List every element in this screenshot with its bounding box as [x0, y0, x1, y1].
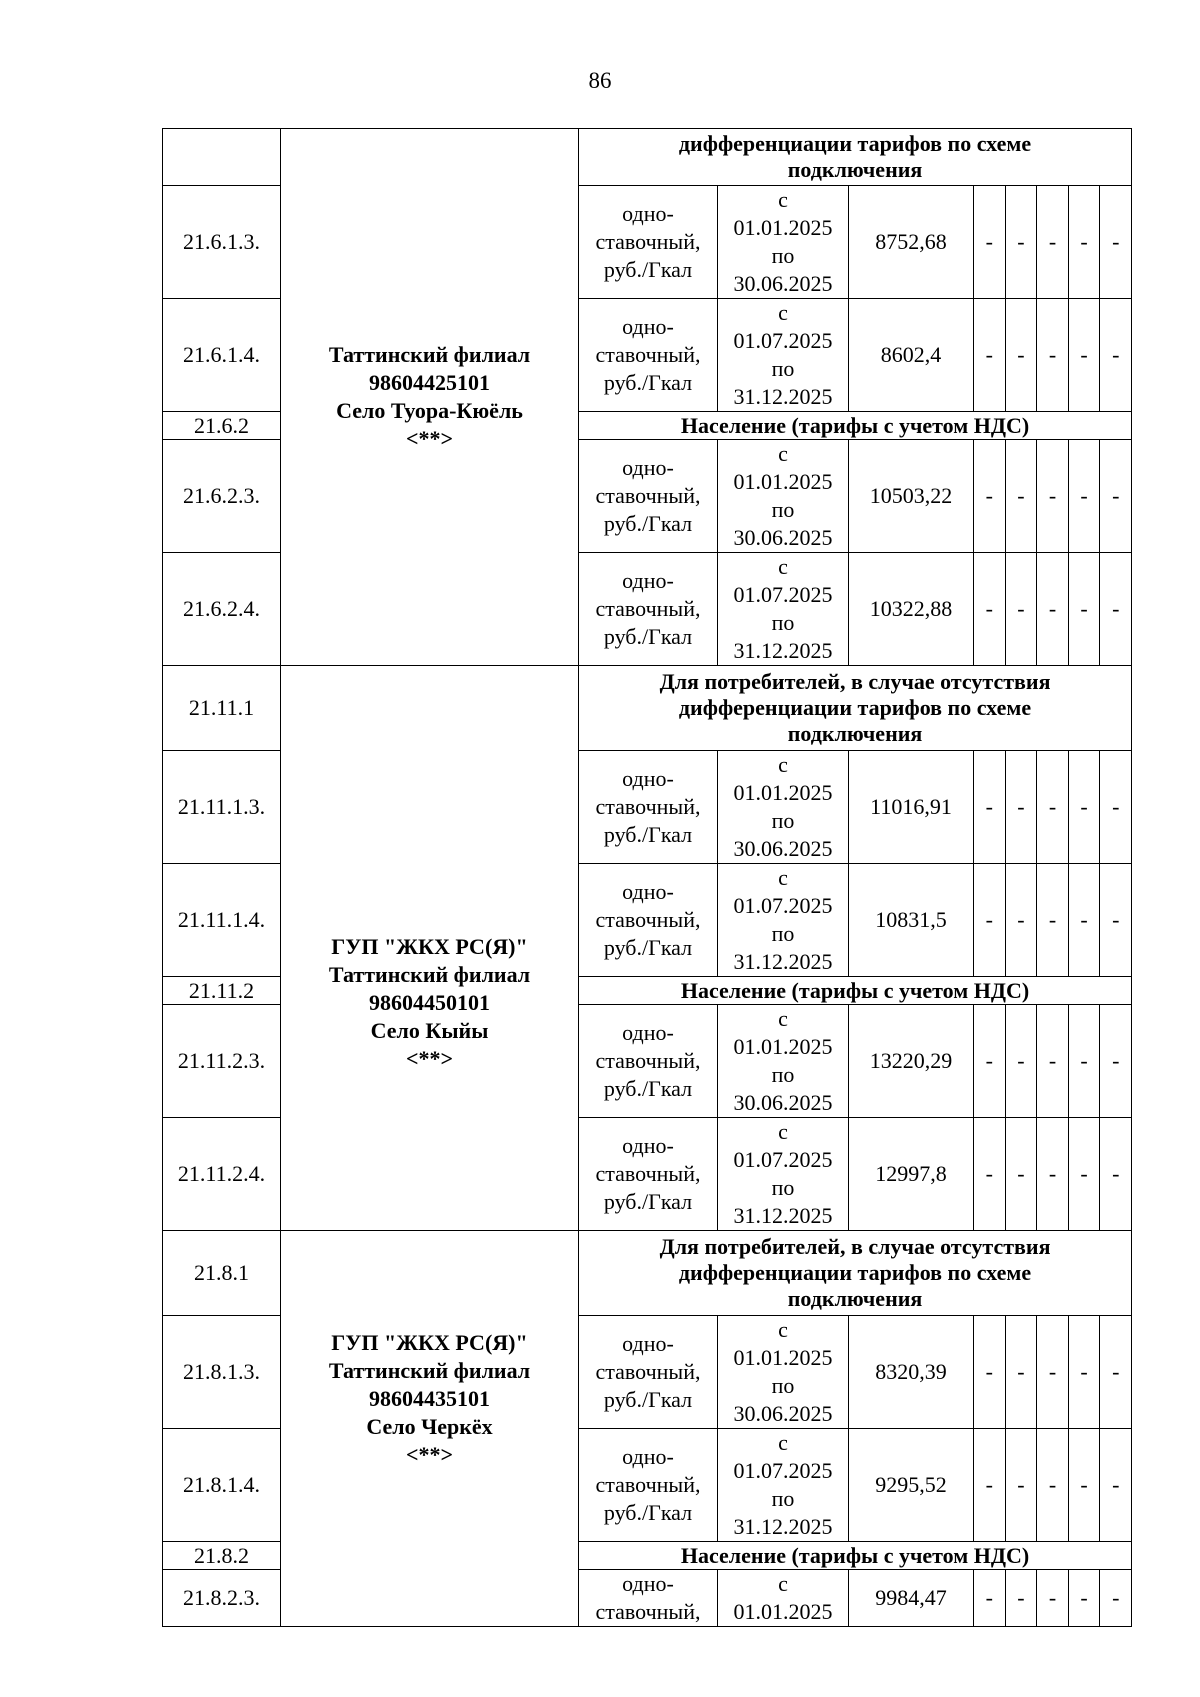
- period-line: по: [771, 1486, 795, 1511]
- tariff-type-cell: [579, 299, 718, 412]
- empty-value-dash: -: [1100, 440, 1132, 553]
- tariff-type-line: одно-: [622, 455, 674, 480]
- row-code: 21.6.1.4.: [163, 299, 281, 412]
- tariff-type-line: одно-: [622, 1571, 674, 1596]
- period-cell: [718, 299, 849, 412]
- empty-value-dash: -: [1068, 1118, 1100, 1231]
- period-line: с: [778, 1430, 788, 1455]
- empty-value-dash: -: [1100, 751, 1132, 864]
- period-cell: [718, 553, 849, 666]
- period-line: с: [778, 1006, 788, 1031]
- tariff-type-cell: [579, 1429, 718, 1542]
- tariff-type-line: руб./Гкал: [603, 257, 693, 282]
- period-line: по: [771, 610, 795, 635]
- period-line: по: [771, 356, 795, 381]
- organization-cell: [281, 666, 579, 1231]
- tariff-type-line: одно-: [622, 314, 674, 339]
- period-cell: [718, 864, 849, 977]
- tariff-type-cell: [579, 751, 718, 864]
- tariff-type-line: ставочный,: [595, 794, 701, 819]
- empty-value-dash: -: [1068, 299, 1100, 412]
- organization-line: Село Черкёх: [366, 1413, 493, 1439]
- empty-value-dash: -: [974, 1118, 1006, 1231]
- tariff-value: 10831,5: [849, 864, 974, 977]
- empty-value-dash: -: [1037, 1118, 1069, 1231]
- row-code: 21.6.2.4.: [163, 553, 281, 666]
- period-line: 31.12.2025: [733, 1203, 833, 1228]
- organization-lines: [281, 933, 578, 1073]
- empty-value-dash: -: [1005, 1118, 1037, 1231]
- page-number: 86: [588, 68, 612, 93]
- row-code: 21.11.1: [163, 666, 281, 751]
- tariff-type-line: ставочный,: [595, 1048, 701, 1073]
- empty-value-dash: -: [1100, 1118, 1132, 1231]
- organization-lines: [281, 341, 578, 453]
- category-header: [579, 129, 1132, 186]
- period-line: с: [778, 865, 788, 890]
- tariff-table: [162, 128, 1132, 1627]
- tariff-type-line: ставочный,: [595, 229, 701, 254]
- empty-value-dash: -: [1037, 299, 1069, 412]
- tariff-type-line: руб./Гкал: [603, 1076, 693, 1101]
- row-code: [163, 129, 281, 186]
- row-code: 21.6.2.3.: [163, 440, 281, 553]
- row-code: 21.11.1.4.: [163, 864, 281, 977]
- empty-value-dash: -: [1068, 440, 1100, 553]
- organization-line: <**>: [405, 426, 454, 451]
- category-header-line: дифференциации тарифов по схеме: [678, 131, 1032, 156]
- tariff-value: 11016,91: [849, 751, 974, 864]
- population-header: Население (тарифы с учетом НДС): [579, 1542, 1132, 1570]
- tariff-type-line: ставочный,: [595, 342, 701, 367]
- period-line: с: [778, 1571, 788, 1596]
- tariff-value: 8752,68: [849, 186, 974, 299]
- period-line: 01.07.2025: [733, 582, 833, 607]
- empty-value-dash: -: [974, 1570, 1006, 1627]
- period-cell: [718, 1005, 849, 1118]
- category-header: [579, 666, 1132, 751]
- period-line: по: [771, 1175, 795, 1200]
- organization-line: ГУП "ЖКХ РС(Я)": [331, 1329, 528, 1355]
- period-line: 01.01.2025: [733, 1345, 833, 1370]
- tariff-type-cell: [579, 553, 718, 666]
- tariff-type-line: руб./Гкал: [603, 370, 693, 395]
- period-line: с: [778, 1119, 788, 1144]
- category-header-line: Для потребителей, в случае отсутствия: [659, 669, 1051, 694]
- organization-line: Таттинский филиал: [328, 962, 531, 987]
- period-line: 31.12.2025: [733, 1514, 833, 1539]
- row-code: 21.8.2: [163, 1542, 281, 1570]
- period-line: 01.07.2025: [733, 893, 833, 918]
- tariff-type-line: одно-: [622, 1133, 674, 1158]
- period-line: по: [771, 921, 795, 946]
- empty-value-dash: -: [1100, 299, 1132, 412]
- empty-value-dash: -: [1037, 440, 1069, 553]
- category-header: [579, 1231, 1132, 1316]
- tariff-type-line: руб./Гкал: [603, 1387, 693, 1412]
- tariff-type-line: ставочный,: [595, 1472, 701, 1497]
- empty-value-dash: -: [1005, 440, 1037, 553]
- empty-value-dash: -: [1068, 1570, 1100, 1627]
- tariff-type-line: руб./Гкал: [603, 624, 693, 649]
- category-header-line: подключения: [787, 1286, 923, 1311]
- row-code: 21.6.1.3.: [163, 186, 281, 299]
- period-cell: [718, 1570, 849, 1627]
- empty-value-dash: -: [974, 1005, 1006, 1118]
- period-line: 31.12.2025: [733, 949, 833, 974]
- empty-value-dash: -: [1005, 186, 1037, 299]
- empty-value-dash: -: [1037, 186, 1069, 299]
- period-line: с: [778, 300, 788, 325]
- tariff-type-line: одно-: [622, 766, 674, 791]
- period-line: по: [771, 243, 795, 268]
- table-row: [163, 129, 1132, 186]
- tariff-type-line: одно-: [622, 201, 674, 226]
- row-code: 21.11.2.4.: [163, 1118, 281, 1231]
- period-line: 01.01.2025: [733, 780, 833, 805]
- empty-value-dash: -: [1068, 553, 1100, 666]
- tariff-value: 13220,29: [849, 1005, 974, 1118]
- tariff-type-cell: [579, 1570, 718, 1627]
- empty-value-dash: -: [1037, 751, 1069, 864]
- tariff-type-line: одно-: [622, 1444, 674, 1469]
- empty-value-dash: -: [1068, 1005, 1100, 1118]
- empty-value-dash: -: [1100, 1005, 1132, 1118]
- empty-value-dash: -: [1100, 186, 1132, 299]
- period-line: с: [778, 554, 788, 579]
- empty-value-dash: -: [1037, 553, 1069, 666]
- tariff-type-line: одно-: [622, 1020, 674, 1045]
- organization-line: Село Кыйы: [370, 1018, 489, 1043]
- tariff-type-line: ставочный,: [595, 483, 701, 508]
- empty-value-dash: -: [1005, 553, 1037, 666]
- population-header: Население (тарифы с учетом НДС): [579, 977, 1132, 1005]
- tariff-type-line: руб./Гкал: [603, 822, 693, 847]
- category-header-line: подключения: [787, 157, 923, 182]
- period-line: 01.01.2025: [733, 215, 833, 240]
- empty-value-dash: -: [1100, 864, 1132, 977]
- empty-value-dash: -: [1037, 1005, 1069, 1118]
- period-line: 31.12.2025: [733, 384, 833, 409]
- period-cell: [718, 440, 849, 553]
- row-code: 21.11.1.3.: [163, 751, 281, 864]
- empty-value-dash: -: [1068, 1429, 1100, 1542]
- empty-value-dash: -: [1005, 299, 1037, 412]
- empty-value-dash: -: [974, 1429, 1006, 1542]
- row-code: 21.8.1: [163, 1231, 281, 1316]
- empty-value-dash: -: [974, 553, 1006, 666]
- period-line: 01.07.2025: [733, 1458, 833, 1483]
- period-line: 30.06.2025: [733, 271, 833, 296]
- period-line: 31.12.2025: [733, 638, 833, 663]
- organization-cell: [281, 1231, 579, 1627]
- category-header-line: подключения: [787, 721, 923, 746]
- period-line: по: [771, 497, 795, 522]
- empty-value-dash: -: [974, 751, 1006, 864]
- tariff-type-line: ставочный,: [595, 1359, 701, 1384]
- empty-value-dash: -: [974, 864, 1006, 977]
- empty-value-dash: -: [1037, 1316, 1069, 1429]
- empty-value-dash: -: [1100, 1316, 1132, 1429]
- tariff-value: 8320,39: [849, 1316, 974, 1429]
- row-code: 21.8.1.4.: [163, 1429, 281, 1542]
- organization-line: 98604435101: [369, 1385, 490, 1411]
- row-code: 21.11.2.3.: [163, 1005, 281, 1118]
- period-line: 30.06.2025: [733, 525, 833, 550]
- empty-value-dash: -: [1100, 1429, 1132, 1542]
- period-cell: [718, 1118, 849, 1231]
- tariff-type-cell: [579, 186, 718, 299]
- empty-value-dash: -: [1005, 751, 1037, 864]
- category-header-line: дифференциации тарифов по схеме: [678, 695, 1032, 720]
- organization-cell: [281, 129, 579, 666]
- empty-value-dash: -: [1068, 864, 1100, 977]
- organization-line: Таттинский филиал: [328, 1357, 531, 1383]
- empty-value-dash: -: [1037, 864, 1069, 977]
- period-line: 01.07.2025: [733, 328, 833, 353]
- tariff-value: 8602,4: [849, 299, 974, 412]
- period-line: с: [778, 752, 788, 777]
- tariff-value: 10503,22: [849, 440, 974, 553]
- organization-line: Таттинский филиал: [328, 342, 531, 367]
- period-line: 01.07.2025: [733, 1147, 833, 1172]
- period-line: 30.06.2025: [733, 836, 833, 861]
- tariff-type-line: одно-: [622, 568, 674, 593]
- tariff-type-line: руб./Гкал: [603, 935, 693, 960]
- tariff-value: 9984,47: [849, 1570, 974, 1627]
- empty-value-dash: -: [1005, 1316, 1037, 1429]
- tariff-value: 10322,88: [849, 553, 974, 666]
- empty-value-dash: -: [1005, 1005, 1037, 1118]
- empty-value-dash: -: [1037, 1570, 1069, 1627]
- population-header: Население (тарифы с учетом НДС): [579, 412, 1132, 440]
- period-cell: [718, 1429, 849, 1542]
- empty-value-dash: -: [974, 1316, 1006, 1429]
- empty-value-dash: -: [1005, 1429, 1037, 1542]
- organization-line: 98604425101: [369, 370, 490, 395]
- empty-value-dash: -: [1068, 186, 1100, 299]
- period-line: по: [771, 1062, 795, 1087]
- organization-line: Село Туора-Кюёль: [336, 398, 523, 423]
- tariff-type-line: ставочный,: [595, 596, 701, 621]
- period-line: по: [771, 808, 795, 833]
- empty-value-dash: -: [1100, 553, 1132, 666]
- category-header-line: Для потребителей, в случае отсутствия: [659, 1234, 1051, 1259]
- tariff-type-line: руб./Гкал: [603, 1189, 693, 1214]
- tariff-type-cell: [579, 1118, 718, 1231]
- empty-value-dash: -: [1100, 1570, 1132, 1627]
- tariff-type-line: ставочный,: [595, 1161, 701, 1186]
- empty-value-dash: -: [1037, 1429, 1069, 1542]
- period-cell: [718, 186, 849, 299]
- row-code: 21.11.2: [163, 977, 281, 1005]
- tariff-value: 9295,52: [849, 1429, 974, 1542]
- period-line: с: [778, 187, 788, 212]
- period-line: 30.06.2025: [733, 1090, 833, 1115]
- tariff-type-line: руб./Гкал: [603, 511, 693, 536]
- tariff-table-body: [163, 129, 1132, 1627]
- period-line: 01.01.2025: [733, 469, 833, 494]
- category-header-line: дифференциации тарифов по схеме: [678, 1260, 1032, 1285]
- tariff-type-cell: [579, 864, 718, 977]
- organization-line: 98604450101: [369, 990, 490, 1015]
- organization-lines: [281, 1329, 578, 1469]
- empty-value-dash: -: [974, 186, 1006, 299]
- period-cell: [718, 1316, 849, 1429]
- organization-line: ГУП "ЖКХ РС(Я)": [331, 934, 528, 959]
- tariff-type-line: одно-: [622, 1331, 674, 1356]
- tariff-type-line: одно-: [622, 879, 674, 904]
- table-row: [163, 666, 1132, 751]
- tariff-value: 12997,8: [849, 1118, 974, 1231]
- row-code: 21.8.1.3.: [163, 1316, 281, 1429]
- tariff-type-cell: [579, 1316, 718, 1429]
- table-row: [163, 1231, 1132, 1316]
- organization-line: <**>: [405, 1046, 454, 1071]
- period-line: 30.06.2025: [733, 1401, 833, 1426]
- empty-value-dash: -: [1068, 751, 1100, 864]
- period-cell: [718, 751, 849, 864]
- tariff-type-line: руб./Гкал: [603, 1500, 693, 1525]
- tariff-type-line: ставочный,: [595, 1599, 701, 1624]
- row-code: 21.6.2: [163, 412, 281, 440]
- tariff-type-cell: [579, 440, 718, 553]
- tariff-type-line: ставочный,: [595, 907, 701, 932]
- period-line: по: [771, 1373, 795, 1398]
- empty-value-dash: -: [1068, 1316, 1100, 1429]
- tariff-type-cell: [579, 1005, 718, 1118]
- empty-value-dash: -: [1005, 864, 1037, 977]
- empty-value-dash: -: [1005, 1570, 1037, 1627]
- period-line: 01.01.2025: [733, 1034, 833, 1059]
- empty-value-dash: -: [974, 440, 1006, 553]
- period-line: 01.01.2025: [733, 1599, 833, 1624]
- period-line: с: [778, 1317, 788, 1342]
- row-code: 21.8.2.3.: [163, 1570, 281, 1627]
- period-line: с: [778, 441, 788, 466]
- empty-value-dash: -: [974, 299, 1006, 412]
- organization-line: <**>: [405, 1441, 454, 1467]
